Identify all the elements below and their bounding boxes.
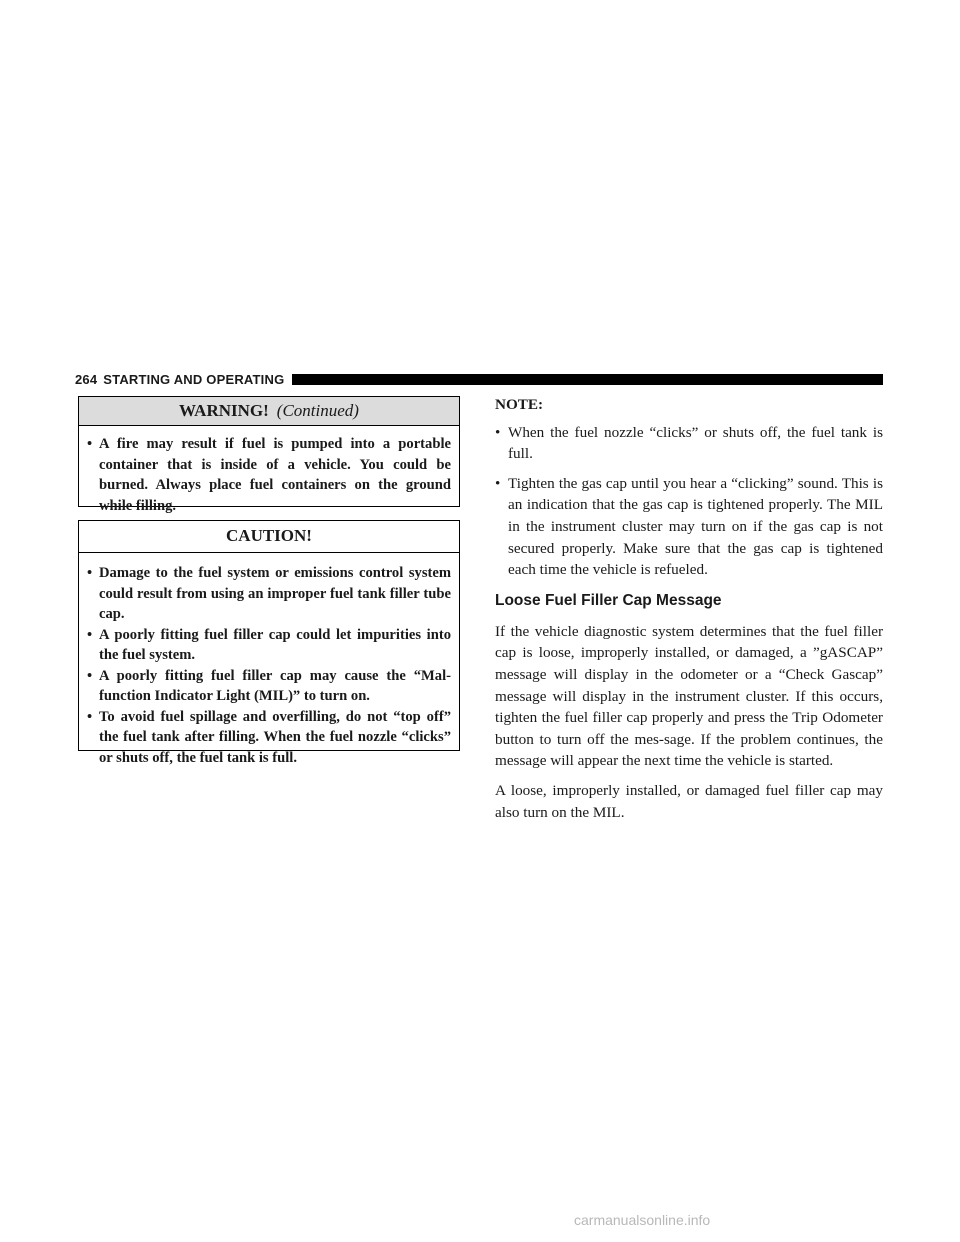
bullet-icon: •: [495, 423, 501, 441]
list-item: • Damage to the fuel system or emissions control system could result from using an improper fuel tank filler tube cap.: [87, 563, 451, 625]
body-paragraph: A loose, improperly installed, or damaged fuel filler cap may also turn on the MIL.: [495, 781, 883, 821]
section-title: STARTING AND OPERATING: [103, 371, 285, 387]
bullet-icon: •: [495, 474, 501, 492]
caution-header: [79, 521, 459, 553]
list-item: • Tighten the gas cap until you hear a “clicking” sound. This is an indication that the gas cap is tightened properly. The MIL in the instrument cluster may turn on if the gas cap is not secured properly. Make sure that the gas cap is tightened each time the vehicle is refueled.: [495, 473, 883, 581]
right-column: [495, 394, 883, 831]
bullet-icon: •: [87, 436, 93, 452]
warning-title: WARNING!: [179, 401, 269, 420]
bullet-icon: •: [87, 626, 93, 643]
list-item: • A poorly fitting fuel filler cap could let impurities into the fuel system.: [87, 625, 451, 666]
warning-header: [79, 397, 459, 426]
bullet-icon: •: [87, 708, 93, 725]
warning-box: [78, 396, 460, 514]
section-heading: Loose Fuel Filler Cap Message: [495, 591, 722, 609]
page-number: 264: [75, 371, 98, 387]
list-item: • A fire may result if fuel is pumped into a portable container that is inside of a vehicle. You could be burned. Always place fuel containers on the ground while filling.: [87, 434, 451, 516]
bullet-icon: •: [87, 565, 93, 581]
caution-box: [78, 520, 460, 766]
list-item: • When the fuel nozzle “clicks” or shuts off, the fuel tank is full.: [495, 422, 883, 465]
header-rule: [292, 374, 883, 385]
page-header: [75, 370, 883, 388]
warning-continued: (Continued): [276, 401, 359, 420]
caution-body: [79, 553, 459, 776]
caution-title: CAUTION!: [79, 521, 459, 552]
body-paragraph: If the vehicle diagnostic system determines that the fuel filler cap is loose, improperly installed, or damaged, a ”gASCAP” message will display in the odometer or a “Check Gascap” message will display in the instrument cluster. If this occurs, tighten the fuel filler cap properly and press the Trip Odometer button to turn off the mes-sage. If the problem continues, the message will appear the next time the vehicle is started.: [495, 622, 883, 770]
bullet-icon: •: [87, 667, 93, 684]
warning-body: [79, 426, 459, 524]
list-item: • To avoid fuel spillage and overfilling, do not “top off” the fuel tank after filling. When the fuel nozzle “clicks” or shuts off, the fuel tank is full.: [87, 707, 451, 769]
watermark: carmanualsonline.info: [574, 1212, 711, 1228]
list-item: • A poorly fitting fuel filler cap may cause the “Mal-function Indicator Light (MIL)” to turn on.: [87, 666, 451, 707]
note-title: NOTE:: [495, 396, 544, 413]
